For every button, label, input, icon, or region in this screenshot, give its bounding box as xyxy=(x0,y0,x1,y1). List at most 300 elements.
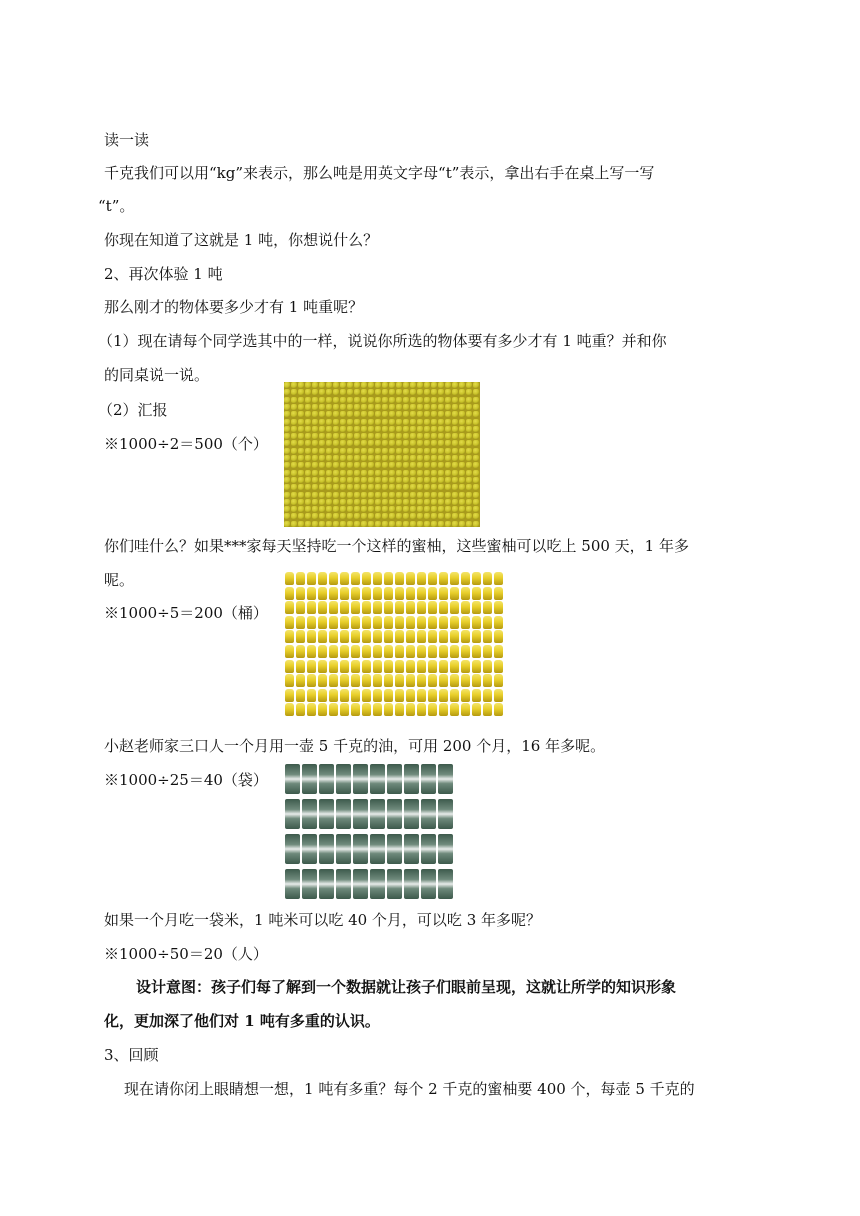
pomelo-tile xyxy=(305,389,311,395)
pomelo-tile xyxy=(354,521,360,527)
pomelo-tile xyxy=(396,389,402,395)
oil-bottle-tile xyxy=(461,572,470,585)
pomelo-tile xyxy=(361,470,367,476)
pomelo-tile xyxy=(305,492,311,498)
pomelo-tile xyxy=(466,462,472,468)
pomelo-tile xyxy=(452,492,458,498)
oil-bottle-tile xyxy=(494,689,503,702)
pomelo-tile xyxy=(347,484,353,490)
pomelo-tile xyxy=(340,440,346,446)
rice-bag-tile xyxy=(319,834,334,864)
pomelo-tile xyxy=(340,492,346,498)
pomelo-tile xyxy=(445,440,451,446)
oil-bottle-tile xyxy=(395,674,404,687)
pomelo-tile xyxy=(312,513,318,519)
pomelo-tile xyxy=(389,470,395,476)
pomelo-tile xyxy=(417,389,423,395)
pomelo-tile xyxy=(452,484,458,490)
pomelo-tile xyxy=(389,513,395,519)
equation-line: ※1000÷50＝20（人） xyxy=(104,945,268,963)
pomelo-tile xyxy=(417,433,423,439)
pomelo-tile xyxy=(466,382,472,388)
pomelo-tile xyxy=(340,411,346,417)
pomelo-tile xyxy=(284,433,290,439)
oil-bottle-tile xyxy=(395,645,404,658)
pomelo-tile xyxy=(431,470,437,476)
pomelo-tile xyxy=(291,440,297,446)
pomelo-tile xyxy=(319,433,325,439)
equation-line: ※1000÷2＝500（个） xyxy=(104,435,268,453)
oil-bottle-tile xyxy=(373,674,382,687)
pomelo-tile xyxy=(438,477,444,483)
oil-bottle-tile xyxy=(406,601,415,614)
oil-bottle-tile xyxy=(285,674,294,687)
pomelo-tile xyxy=(291,477,297,483)
pomelo-tile xyxy=(284,513,290,519)
pomelo-tile xyxy=(473,499,479,505)
pomelo-tile xyxy=(368,477,374,483)
oil-bottle-tile xyxy=(461,645,470,658)
pomelo-tile xyxy=(459,397,465,403)
oil-bottle-tile xyxy=(417,630,426,643)
oil-bottle-tile xyxy=(439,645,448,658)
pomelo-tile xyxy=(389,455,395,461)
oil-bottle-tile xyxy=(439,601,448,614)
paragraph-line: “t”。 xyxy=(98,197,135,215)
pomelo-tile xyxy=(452,506,458,512)
pomelo-tile xyxy=(354,426,360,432)
pomelo-tile xyxy=(319,492,325,498)
pomelo-tile xyxy=(396,521,402,527)
pomelo-tile xyxy=(417,470,423,476)
pomelo-tile xyxy=(333,426,339,432)
pomelo-tile xyxy=(431,448,437,454)
pomelo-tile xyxy=(459,440,465,446)
pomelo-tile xyxy=(298,433,304,439)
pomelo-tile xyxy=(298,477,304,483)
oil-bottle-tile xyxy=(373,689,382,702)
pomelo-tile xyxy=(452,389,458,395)
pomelo-tile xyxy=(396,492,402,498)
pomelo-tile xyxy=(445,433,451,439)
pomelo-tile xyxy=(459,433,465,439)
pomelo-tile xyxy=(298,397,304,403)
equation-line: ※1000÷25＝40（袋） xyxy=(104,771,268,789)
oil-bottle-tile xyxy=(329,660,338,673)
pomelo-tile xyxy=(431,462,437,468)
pomelo-tile xyxy=(438,499,444,505)
pomelo-tile xyxy=(375,477,381,483)
pomelo-tile xyxy=(284,455,290,461)
pomelo-tile xyxy=(368,462,374,468)
oil-bottle-tile xyxy=(450,616,459,629)
pomelo-tile xyxy=(333,521,339,527)
paragraph-line: 呢。 xyxy=(104,571,135,589)
oil-bottle-tile xyxy=(406,674,415,687)
rice-bag-tile xyxy=(404,834,419,864)
pomelo-tile xyxy=(375,484,381,490)
oil-bottle-tile xyxy=(472,674,481,687)
pomelo-tile xyxy=(466,397,472,403)
pomelo-tile xyxy=(417,382,423,388)
oil-bottle-tile xyxy=(450,601,459,614)
pomelo-tile xyxy=(361,521,367,527)
pomelo-tile xyxy=(361,499,367,505)
oil-bottle-tile xyxy=(428,645,437,658)
pomelo-tile xyxy=(347,455,353,461)
pomelo-tile xyxy=(340,499,346,505)
oil-bottle-tile xyxy=(285,703,294,716)
pomelo-tile xyxy=(354,448,360,454)
oil-bottle-tile xyxy=(428,674,437,687)
pomelo-tile xyxy=(396,477,402,483)
oil-bottle-tile xyxy=(373,616,382,629)
pomelo-tile xyxy=(431,521,437,527)
rice-bag-tile xyxy=(404,869,419,899)
oil-bottle-grid-image xyxy=(285,572,503,718)
pomelo-tile xyxy=(445,411,451,417)
oil-bottle-tile xyxy=(340,660,349,673)
pomelo-tile xyxy=(459,513,465,519)
pomelo-tile xyxy=(403,433,409,439)
pomelo-tile xyxy=(319,455,325,461)
paragraph-line: （1）现在请每个同学选其中的一样，说说你所选的物体要有多少才有 1 吨重？并和你 xyxy=(98,332,667,350)
pomelo-tile xyxy=(305,462,311,468)
pomelo-tile xyxy=(284,382,290,388)
pomelo-tile xyxy=(298,411,304,417)
pomelo-tile xyxy=(459,389,465,395)
pomelo-tile xyxy=(333,470,339,476)
pomelo-tile xyxy=(382,419,388,425)
pomelo-tile xyxy=(396,462,402,468)
pomelo-tile xyxy=(466,389,472,395)
oil-bottle-tile xyxy=(406,660,415,673)
oil-bottle-tile xyxy=(483,645,492,658)
rice-bag-tile xyxy=(404,799,419,829)
pomelo-tile xyxy=(333,513,339,519)
oil-bottle-tile xyxy=(461,601,470,614)
pomelo-tile xyxy=(368,389,374,395)
pomelo-tile xyxy=(452,426,458,432)
pomelo-tile xyxy=(291,433,297,439)
pomelo-tile xyxy=(361,433,367,439)
pomelo-tile xyxy=(466,499,472,505)
pomelo-tile xyxy=(424,477,430,483)
oil-bottle-tile xyxy=(351,630,360,643)
pomelo-tile xyxy=(368,426,374,432)
oil-bottle-tile xyxy=(318,630,327,643)
pomelo-tile xyxy=(347,470,353,476)
oil-bottle-tile xyxy=(417,645,426,658)
pomelo-tile xyxy=(340,426,346,432)
pomelo-tile xyxy=(473,513,479,519)
pomelo-tile xyxy=(333,448,339,454)
pomelo-tile xyxy=(319,448,325,454)
oil-bottle-tile xyxy=(439,660,448,673)
pomelo-tile xyxy=(417,440,423,446)
pomelo-tile xyxy=(347,397,353,403)
oil-bottle-tile xyxy=(461,689,470,702)
pomelo-tile xyxy=(431,455,437,461)
oil-bottle-tile xyxy=(395,630,404,643)
pomelo-tile xyxy=(326,513,332,519)
pomelo-tile xyxy=(473,440,479,446)
pomelo-tile xyxy=(389,499,395,505)
pomelo-tile xyxy=(298,455,304,461)
pomelo-tile xyxy=(340,513,346,519)
oil-bottle-tile xyxy=(483,674,492,687)
oil-bottle-tile xyxy=(384,630,393,643)
pomelo-tile xyxy=(382,462,388,468)
pomelo-tile xyxy=(340,389,346,395)
pomelo-tile xyxy=(347,448,353,454)
oil-bottle-tile xyxy=(362,660,371,673)
pomelo-tile xyxy=(410,448,416,454)
oil-bottle-tile xyxy=(428,689,437,702)
oil-bottle-tile xyxy=(461,587,470,600)
pomelo-tile xyxy=(410,484,416,490)
pomelo-tile xyxy=(312,455,318,461)
pomelo-tile xyxy=(382,433,388,439)
pomelo-tile xyxy=(333,404,339,410)
pomelo-tile xyxy=(466,411,472,417)
oil-bottle-tile xyxy=(417,660,426,673)
oil-bottle-tile xyxy=(450,689,459,702)
oil-bottle-tile xyxy=(285,587,294,600)
pomelo-tile xyxy=(431,440,437,446)
oil-bottle-tile xyxy=(329,674,338,687)
oil-bottle-tile xyxy=(472,572,481,585)
pomelo-tile xyxy=(410,521,416,527)
pomelo-tile xyxy=(403,484,409,490)
oil-bottle-tile xyxy=(318,689,327,702)
oil-bottle-tile xyxy=(428,630,437,643)
pomelo-tile xyxy=(396,411,402,417)
pomelo-tile xyxy=(452,448,458,454)
pomelo-tile xyxy=(298,440,304,446)
pomelo-tile xyxy=(319,440,325,446)
pomelo-tile xyxy=(389,462,395,468)
pomelo-tile xyxy=(396,448,402,454)
oil-bottle-tile xyxy=(395,572,404,585)
rice-bag-tile xyxy=(336,764,351,794)
pomelo-tile xyxy=(459,484,465,490)
pomelo-tile xyxy=(333,477,339,483)
oil-bottle-tile xyxy=(307,703,316,716)
pomelo-tile xyxy=(417,521,423,527)
oil-bottle-tile xyxy=(494,601,503,614)
pomelo-tile xyxy=(410,513,416,519)
pomelo-tile xyxy=(305,499,311,505)
pomelo-tile xyxy=(445,477,451,483)
pomelo-tile xyxy=(368,419,374,425)
rice-bag-grid-image xyxy=(285,764,457,899)
pomelo-tile xyxy=(431,426,437,432)
oil-bottle-tile xyxy=(296,645,305,658)
pomelo-tile xyxy=(284,411,290,417)
oil-bottle-tile xyxy=(450,703,459,716)
pomelo-tile xyxy=(417,419,423,425)
pomelo-tile xyxy=(347,521,353,527)
pomelo-tile xyxy=(319,506,325,512)
pomelo-tile xyxy=(319,404,325,410)
oil-bottle-tile xyxy=(417,587,426,600)
pomelo-tile xyxy=(410,492,416,498)
pomelo-tile xyxy=(354,499,360,505)
pomelo-tile xyxy=(354,462,360,468)
pomelo-tile xyxy=(326,455,332,461)
oil-bottle-tile xyxy=(472,601,481,614)
oil-bottle-tile xyxy=(472,587,481,600)
rice-bag-tile xyxy=(387,869,402,899)
oil-bottle-tile xyxy=(296,572,305,585)
oil-bottle-tile xyxy=(340,587,349,600)
pomelo-tile xyxy=(445,470,451,476)
oil-bottle-tile xyxy=(318,660,327,673)
pomelo-tile xyxy=(312,521,318,527)
rice-bag-tile xyxy=(336,834,351,864)
pomelo-tile xyxy=(347,389,353,395)
pomelo-tile xyxy=(403,462,409,468)
oil-bottle-tile xyxy=(483,587,492,600)
pomelo-tile xyxy=(438,382,444,388)
pomelo-tile xyxy=(403,521,409,527)
pomelo-tile xyxy=(410,404,416,410)
pomelo-tile xyxy=(361,455,367,461)
paragraph-line: （2）汇报 xyxy=(98,401,168,419)
pomelo-tile xyxy=(466,521,472,527)
pomelo-tile xyxy=(473,506,479,512)
pomelo-tile xyxy=(403,389,409,395)
oil-bottle-tile xyxy=(472,645,481,658)
pomelo-tile xyxy=(382,470,388,476)
oil-bottle-tile xyxy=(329,689,338,702)
oil-bottle-tile xyxy=(472,703,481,716)
pomelo-tile xyxy=(424,521,430,527)
pomelo-tile xyxy=(284,477,290,483)
oil-bottle-tile xyxy=(439,587,448,600)
pomelo-tile xyxy=(333,382,339,388)
oil-bottle-tile xyxy=(384,572,393,585)
oil-bottle-tile xyxy=(307,645,316,658)
oil-bottle-tile xyxy=(340,572,349,585)
pomelo-tile xyxy=(375,499,381,505)
pomelo-tile xyxy=(473,455,479,461)
pomelo-tile xyxy=(291,411,297,417)
pomelo-tile xyxy=(368,397,374,403)
pomelo-tile xyxy=(473,462,479,468)
pomelo-tile xyxy=(368,521,374,527)
pomelo-tile xyxy=(459,382,465,388)
pomelo-tile xyxy=(368,513,374,519)
rice-bag-tile xyxy=(353,869,368,899)
pomelo-tile xyxy=(424,411,430,417)
oil-bottle-tile xyxy=(351,645,360,658)
oil-bottle-tile xyxy=(296,703,305,716)
pomelo-tile xyxy=(312,492,318,498)
pomelo-tile xyxy=(340,484,346,490)
pomelo-tile xyxy=(382,382,388,388)
pomelo-tile xyxy=(354,513,360,519)
pomelo-tile xyxy=(375,419,381,425)
rice-bag-tile xyxy=(302,764,317,794)
pomelo-tile xyxy=(382,440,388,446)
rice-bag-tile xyxy=(285,834,300,864)
pomelo-tile xyxy=(291,521,297,527)
pomelo-tile xyxy=(291,426,297,432)
pomelo-grid-image xyxy=(284,382,480,527)
pomelo-tile xyxy=(361,419,367,425)
oil-bottle-tile xyxy=(285,689,294,702)
pomelo-tile xyxy=(326,448,332,454)
pomelo-tile xyxy=(438,455,444,461)
pomelo-tile xyxy=(459,411,465,417)
oil-bottle-tile xyxy=(428,660,437,673)
rice-bag-tile xyxy=(285,799,300,829)
oil-bottle-tile xyxy=(362,587,371,600)
pomelo-tile xyxy=(326,470,332,476)
pomelo-tile xyxy=(382,389,388,395)
pomelo-tile xyxy=(473,389,479,395)
oil-bottle-tile xyxy=(307,630,316,643)
pomelo-tile xyxy=(417,499,423,505)
pomelo-tile xyxy=(347,404,353,410)
pomelo-tile xyxy=(368,506,374,512)
pomelo-tile xyxy=(368,382,374,388)
oil-bottle-tile xyxy=(417,703,426,716)
pomelo-tile xyxy=(473,404,479,410)
oil-bottle-tile xyxy=(417,616,426,629)
pomelo-tile xyxy=(417,506,423,512)
pomelo-tile xyxy=(326,389,332,395)
pomelo-tile xyxy=(403,426,409,432)
oil-bottle-tile xyxy=(296,587,305,600)
pomelo-tile xyxy=(452,521,458,527)
pomelo-tile xyxy=(319,470,325,476)
pomelo-tile xyxy=(466,440,472,446)
pomelo-tile xyxy=(431,433,437,439)
pomelo-tile xyxy=(396,484,402,490)
oil-bottle-tile xyxy=(307,674,316,687)
pomelo-tile xyxy=(340,419,346,425)
section-heading: 3、回顾 xyxy=(104,1046,159,1064)
pomelo-tile xyxy=(459,521,465,527)
pomelo-tile xyxy=(396,397,402,403)
pomelo-tile xyxy=(410,433,416,439)
oil-bottle-tile xyxy=(285,660,294,673)
oil-bottle-tile xyxy=(439,689,448,702)
pomelo-tile xyxy=(361,440,367,446)
pomelo-tile xyxy=(326,419,332,425)
oil-bottle-tile xyxy=(340,645,349,658)
paragraph-line: 现在请你闭上眼睛想一想，1 吨有多重？每个 2 千克的蜜柚要 400 个，每壶 5 千克的 xyxy=(124,1080,695,1098)
pomelo-tile xyxy=(396,499,402,505)
pomelo-tile xyxy=(473,397,479,403)
oil-bottle-tile xyxy=(362,630,371,643)
oil-bottle-tile xyxy=(472,630,481,643)
oil-bottle-tile xyxy=(384,645,393,658)
pomelo-tile xyxy=(389,506,395,512)
pomelo-tile xyxy=(375,455,381,461)
pomelo-tile xyxy=(354,389,360,395)
pomelo-tile xyxy=(312,389,318,395)
pomelo-tile xyxy=(312,484,318,490)
pomelo-tile xyxy=(452,397,458,403)
pomelo-tile xyxy=(459,455,465,461)
pomelo-tile xyxy=(361,448,367,454)
pomelo-tile xyxy=(403,455,409,461)
rice-bag-tile xyxy=(285,764,300,794)
